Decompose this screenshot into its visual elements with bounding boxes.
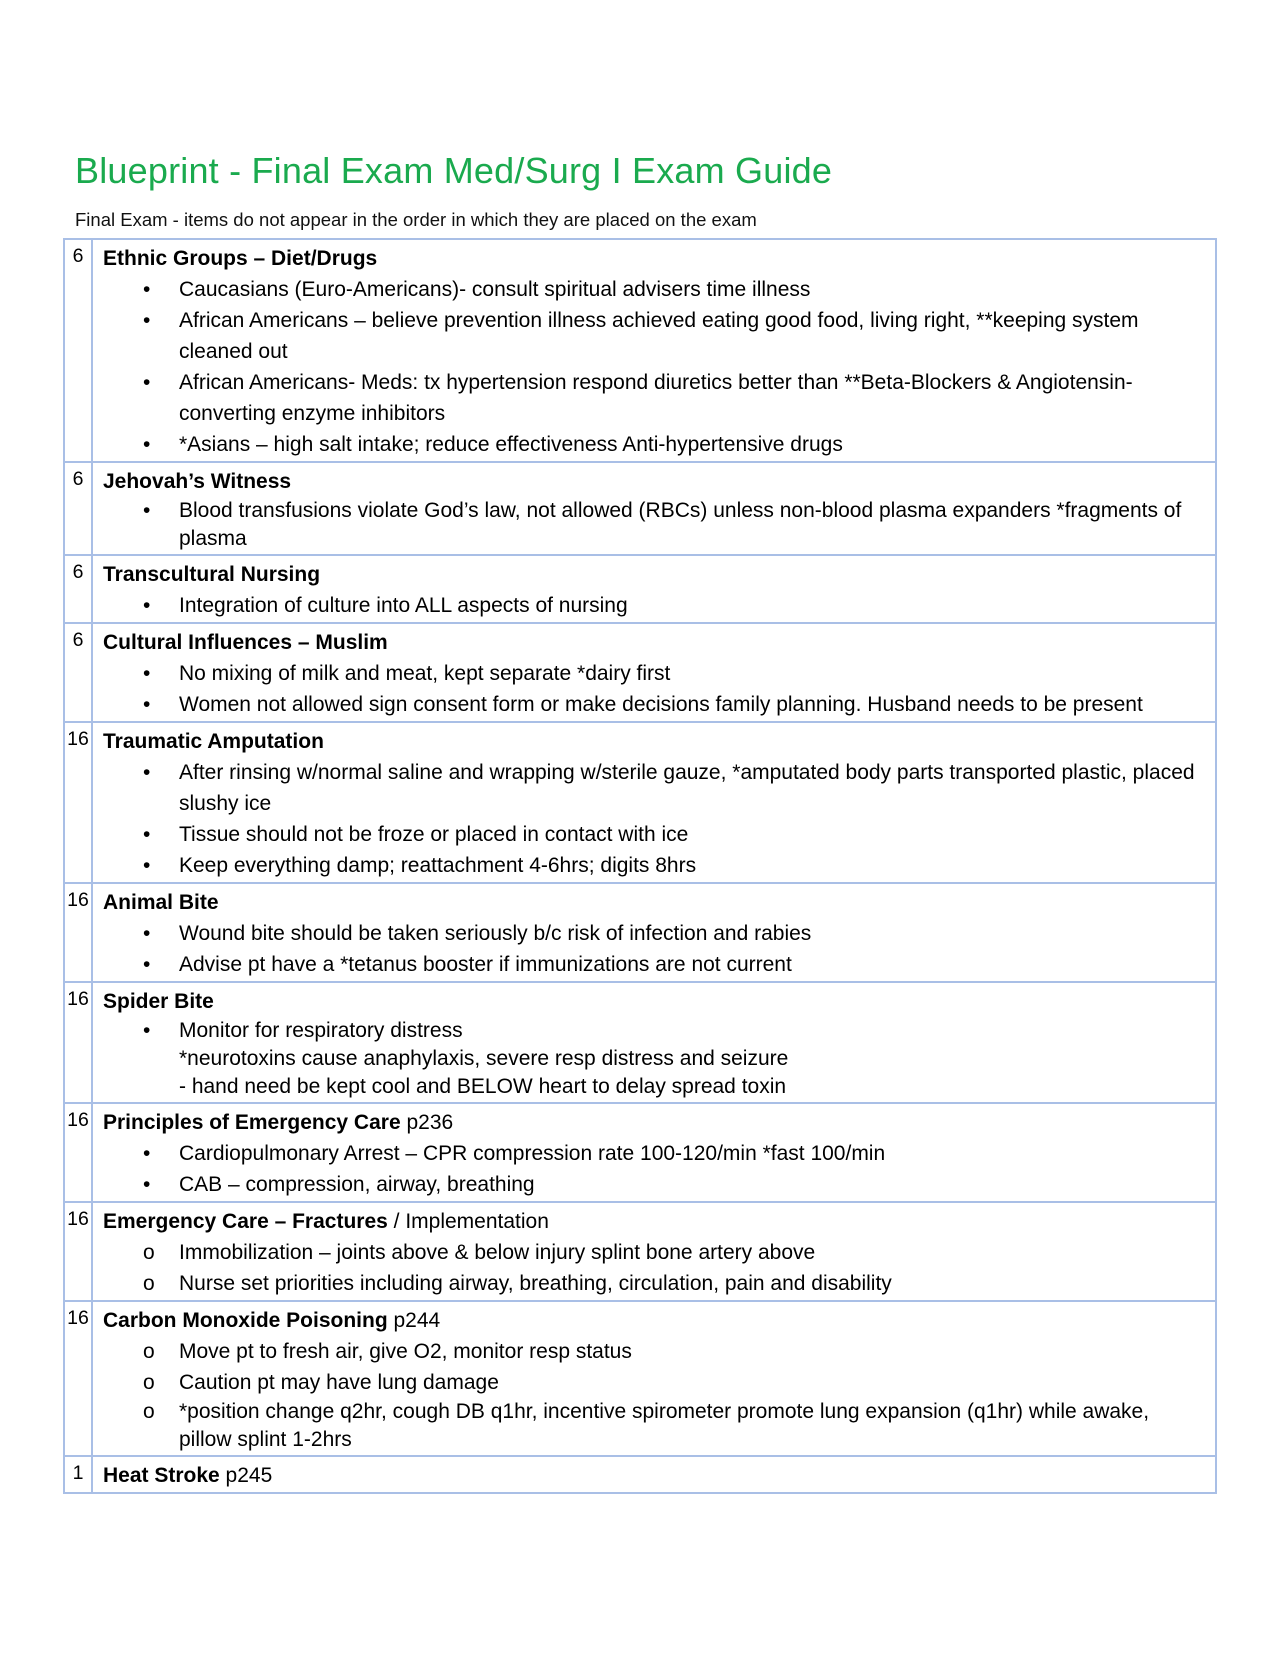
section-weight: 16 <box>64 1202 92 1301</box>
bullet-marker: • <box>143 1173 151 1196</box>
section-heading <box>103 986 1205 1017</box>
section-item-list <box>103 918 1205 980</box>
section-heading-bold: Animal Bite <box>103 891 219 914</box>
section-heading-rest: p245 <box>219 1464 273 1487</box>
list-item <box>103 689 1205 720</box>
section-content <box>92 1301 1216 1456</box>
section-row <box>64 1456 1216 1493</box>
section-row <box>64 462 1216 555</box>
list-item-text: Nurse set priorities including airway, breathing, circulation, pain and disability <box>179 1272 892 1295</box>
section-item-list <box>103 497 1205 553</box>
note-line: - hand need be kept cool and BELOW heart to delay spread toxin <box>179 1075 787 1098</box>
section-heading-bold: Traumatic Amputation <box>103 730 324 753</box>
section-heading-bold: Principles of Emergency Care <box>103 1111 401 1134</box>
list-item-text: Keep everything damp; reattachment 4-6hrs; digits 8hrs <box>179 854 697 877</box>
section-heading <box>103 1107 1205 1138</box>
list-item-text: *position change q2hr, cough DB q1hr, incentive spirometer promote lung expansion (q1hr) while awake, pillow splint 1-2hrs <box>179 1400 1150 1451</box>
section-content <box>92 883 1216 982</box>
list-item <box>103 1336 1205 1367</box>
section-heading-bold: Spider Bite <box>103 990 214 1013</box>
section-weight: 16 <box>64 1301 92 1456</box>
section-heading-bold: Heat Stroke <box>103 1464 220 1487</box>
bullet-marker: • <box>143 433 151 456</box>
bullet-marker: • <box>143 662 151 685</box>
section-heading-bold: Transcultural Nursing <box>103 563 321 586</box>
section-row <box>64 555 1216 623</box>
bullet-marker: • <box>143 1142 151 1165</box>
list-item <box>103 949 1205 980</box>
bullet-marker: • <box>143 922 151 945</box>
list-item-text: African Americans – believe prevention illness achieved eating good food, living right, **keeping system cleaned out <box>179 309 1139 363</box>
bullet-marker: • <box>143 854 151 877</box>
list-item-text: Wound bite should be taken seriously b/c risk of infection and rabies <box>179 922 812 945</box>
list-item-text: *Asians – high salt intake; reduce effectiveness Anti-hypertensive drugs <box>179 433 843 456</box>
section-heading <box>103 627 1205 658</box>
list-item <box>103 1169 1205 1200</box>
section-heading-rest: p236 <box>400 1111 454 1134</box>
list-item <box>103 1367 1205 1398</box>
section-item-list <box>103 658 1205 720</box>
page-title: Blueprint - Final Exam Med/Surg I Exam Guide <box>75 150 833 191</box>
bullet-marker: • <box>143 371 151 394</box>
list-item-text: Move pt to fresh air, give O2, monitor resp status <box>179 1340 632 1363</box>
list-item-text: No mixing of milk and meat, kept separate *dairy first <box>179 662 671 685</box>
section-row <box>64 1301 1216 1456</box>
list-item-text: Integration of culture into ALL aspects of nursing <box>179 594 628 617</box>
bullet-marker: • <box>143 309 151 332</box>
list-item <box>103 274 1205 305</box>
bullet-marker: o <box>143 1340 155 1363</box>
section-item-list <box>103 1237 1205 1299</box>
section-heading <box>103 243 1205 274</box>
section-row <box>64 1103 1216 1202</box>
list-item <box>103 658 1205 689</box>
section-content <box>92 1103 1216 1202</box>
section-weight: 16 <box>64 722 92 883</box>
list-item <box>103 497 1205 553</box>
section-weight: 6 <box>64 239 92 462</box>
list-item-text: After rinsing w/normal saline and wrapping w/sterile gauze, *amputated body parts transported plastic, placed slushy ice <box>179 761 1195 815</box>
page-subtitle: Final Exam - items do not appear in the order in which they are placed on the exam <box>75 209 757 230</box>
section-item-list <box>103 274 1205 460</box>
section-content <box>92 722 1216 883</box>
section-heading-bold: Carbon Monoxide Poisoning <box>103 1309 388 1332</box>
section-row <box>64 883 1216 982</box>
section-heading <box>103 466 1205 497</box>
section-content <box>92 982 1216 1103</box>
bullet-marker: • <box>143 693 151 716</box>
section-item-list <box>103 1138 1205 1200</box>
list-item <box>103 918 1205 949</box>
list-item <box>103 850 1205 881</box>
list-item-text: Cardiopulmonary Arrest – CPR compression rate 100-120/min *fast 100/min <box>179 1142 886 1165</box>
section-item-list <box>103 1336 1205 1454</box>
section-content <box>92 623 1216 722</box>
section-content <box>92 462 1216 555</box>
section-heading-bold: Jehovah’s Witness <box>103 470 292 493</box>
section-heading <box>103 1305 1205 1336</box>
list-item-text: CAB – compression, airway, breathing <box>179 1173 535 1196</box>
list-item-text: Blood transfusions violate God’s law, not allowed (RBCs) unless non-blood plasma expanders *fragments of plasma <box>179 499 1182 550</box>
list-item-text: African Americans- Meds: tx hypertension respond diuretics better than **Beta-Blockers & Angiotensin-converting enzyme inhibitors <box>179 371 1133 425</box>
list-item <box>103 305 1205 367</box>
section-weight: 6 <box>64 623 92 722</box>
bullet-marker: o <box>143 1400 155 1423</box>
list-item <box>103 1268 1205 1299</box>
section-heading-bold: Ethnic Groups – Diet/Drugs <box>103 247 378 270</box>
list-item-text: Caution pt may have lung damage <box>179 1371 499 1394</box>
bullet-marker: o <box>143 1241 155 1264</box>
section-heading <box>103 726 1205 757</box>
section-weight: 16 <box>64 1103 92 1202</box>
note-line: *neurotoxins cause anaphylaxis, severe resp distress and seizure <box>179 1047 789 1070</box>
section-heading-rest: p244 <box>387 1309 441 1332</box>
section-row <box>64 722 1216 883</box>
section-row <box>64 239 1216 462</box>
list-item <box>103 590 1205 621</box>
section-content <box>92 1202 1216 1301</box>
list-item-text: Women not allowed sign consent form or make decisions family planning. Husband needs to be present <box>179 693 1143 716</box>
bullet-marker: • <box>143 594 151 617</box>
section-content <box>92 1456 1216 1493</box>
list-item <box>103 1138 1205 1169</box>
bullet-marker: o <box>143 1371 155 1394</box>
bullet-marker: • <box>143 1019 151 1042</box>
section-weight: 16 <box>64 883 92 982</box>
section-content <box>92 239 1216 462</box>
bullet-marker: • <box>143 278 151 301</box>
list-item <box>103 1398 1205 1454</box>
section-heading <box>103 1460 1205 1491</box>
section-weight: 1 <box>64 1456 92 1493</box>
list-item-text: Tissue should not be froze or placed in contact with ice <box>179 823 689 846</box>
section-heading-bold: Emergency Care – Fractures <box>103 1210 388 1233</box>
exam-guide-table <box>63 238 1217 1494</box>
section-item-list <box>103 757 1205 881</box>
bullet-marker: o <box>143 1272 155 1295</box>
list-item <box>103 1237 1205 1268</box>
list-item <box>103 367 1205 429</box>
section-weight: 6 <box>64 555 92 623</box>
section-heading <box>103 559 1205 590</box>
section-content <box>92 555 1216 623</box>
list-item <box>103 757 1205 819</box>
section-item-list <box>103 1017 1205 1045</box>
bullet-marker: • <box>143 761 151 784</box>
bullet-marker: • <box>143 823 151 846</box>
list-item-text: Advise pt have a *tetanus booster if immunizations are not current <box>179 953 792 976</box>
list-item-text: Caucasians (Euro-Americans)- consult spiritual advisers time illness <box>179 278 811 301</box>
list-item <box>103 429 1205 460</box>
section-row <box>64 1202 1216 1301</box>
list-item-text: Immobilization – joints above & below injury splint bone artery above <box>179 1241 816 1264</box>
section-weight: 6 <box>64 462 92 555</box>
exam-guide-body <box>64 239 1216 1493</box>
section-row <box>64 623 1216 722</box>
section-item-list <box>103 590 1205 621</box>
list-item-text: Monitor for respiratory distress <box>179 1019 463 1042</box>
list-item <box>103 1017 1205 1045</box>
section-heading-rest: / Implementation <box>387 1210 549 1233</box>
list-item <box>103 819 1205 850</box>
section-weight: 16 <box>64 982 92 1103</box>
section-row <box>64 982 1216 1103</box>
section-heading <box>103 1206 1205 1237</box>
section-heading <box>103 887 1205 918</box>
section-heading-bold: Cultural Influences – Muslim <box>103 631 388 654</box>
bullet-marker: • <box>143 953 151 976</box>
bullet-marker: • <box>143 499 151 522</box>
